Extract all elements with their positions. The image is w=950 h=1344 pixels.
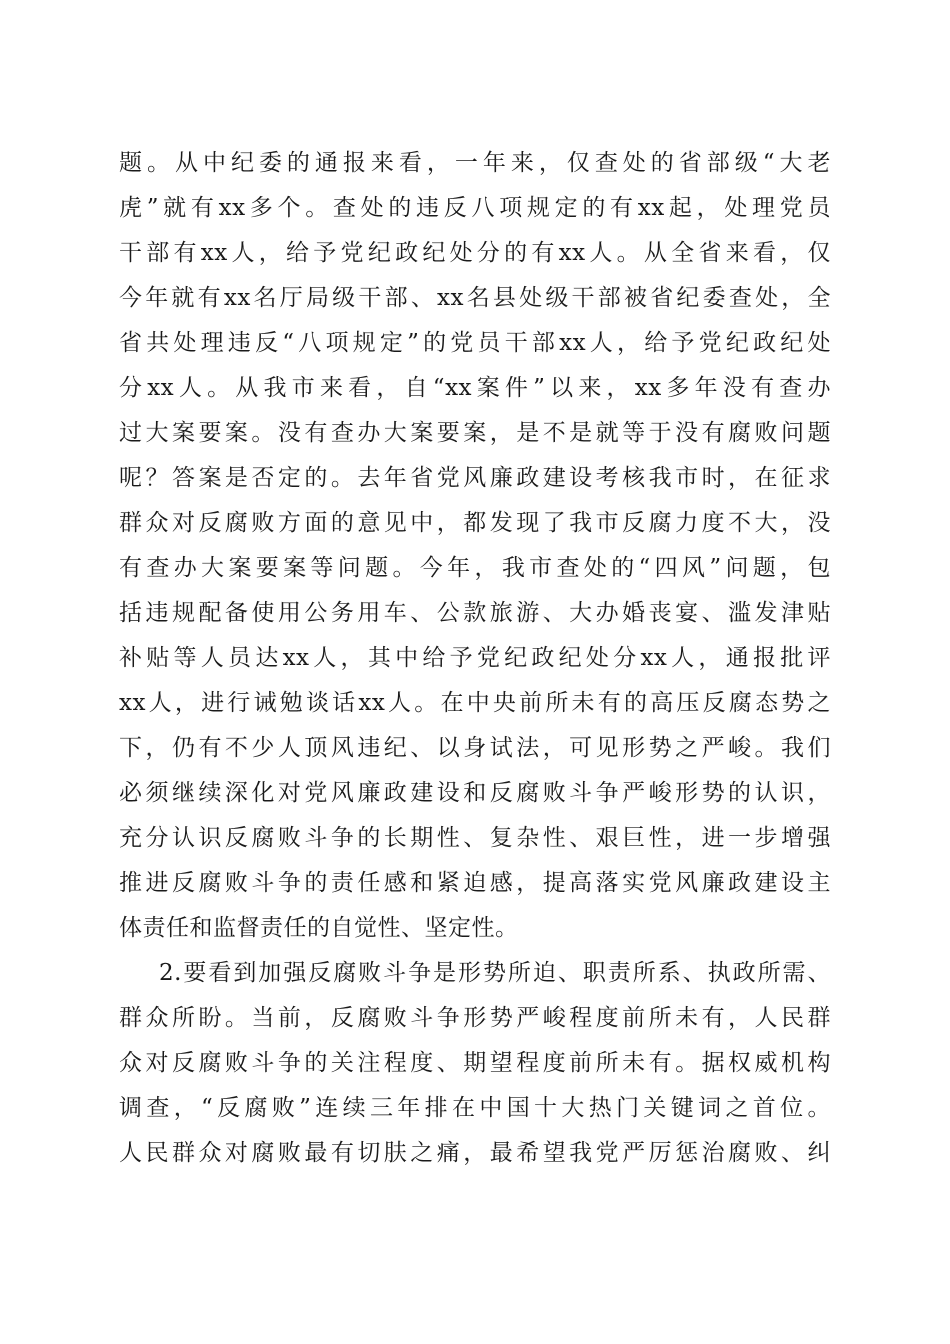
paragraph-2-line-5: 人民群众对腐败最有切肤之痛，最希望我党严厉惩治腐败、纠 xyxy=(119,1140,831,1166)
paragraph-2-line-1: 2.要看到加强反腐败斗争是形势所迫、职责所系、执政所需、 xyxy=(159,960,831,986)
paragraph-1-line-7: 过大案要案。没有查办大案要案，是不是就等于没有腐败问题 xyxy=(119,420,831,446)
paragraph-1-line-8: 呢？答案是否定的。去年省党风廉政建设考核我市时，在征求 xyxy=(119,465,831,491)
paragraph-1-line-4: 今年就有xx名厅局级干部、xx名县处级干部被省纪委查处，全 xyxy=(119,285,831,311)
paragraph-2-line-4: 调查，“反腐败”连续三年排在中国十大热门关键词之首位。 xyxy=(119,1095,831,1121)
paragraph-2-line-2: 群众所盼。当前，反腐败斗争形势严峻程度前所未有，人民群 xyxy=(119,1005,831,1031)
paragraph-1-line-13: xx人，进行诫勉谈话xx人。在中央前所未有的高压反腐态势之 xyxy=(119,690,831,716)
paragraph-1-line-18: 体责任和监督责任的自觉性、坚定性。 xyxy=(119,915,519,941)
paragraph-1-line-6: 分xx人。从我市来看，自“xx案件”以来，xx多年没有查办 xyxy=(119,375,831,401)
paragraph-1-line-11: 括违规配备使用公务用车、公款旅游、大办婚丧宴、滥发津贴 xyxy=(119,600,831,626)
paragraph-1-line-15: 必须继续深化对党风廉政建设和反腐败斗争严峻形势的认识， xyxy=(119,780,831,806)
paragraph-1-line-12: 补贴等人员达xx人，其中给予党纪政纪处分xx人，通报批评 xyxy=(119,645,831,671)
paragraph-1-line-9: 群众对反腐败方面的意见中，都发现了我市反腐力度不大，没 xyxy=(119,510,831,536)
paragraph-1-line-17: 推进反腐败斗争的责任感和紧迫感，提高落实党风廉政建设主 xyxy=(119,870,831,896)
paragraph-1-line-10: 有查办大案要案等问题。今年，我市查处的“四风”问题，包 xyxy=(119,555,831,581)
paragraph-1-line-2: 虎”就有xx多个。查处的违反八项规定的有xx起，处理党员 xyxy=(119,195,831,221)
paragraph-1-line-16: 充分认识反腐败斗争的长期性、复杂性、艰巨性，进一步增强 xyxy=(119,825,831,851)
paragraph-1-line-3: 干部有xx人，给予党纪政纪处分的有xx人。从全省来看，仅 xyxy=(119,240,831,266)
paragraph-2-line-3: 众对反腐败斗争的关注程度、期望程度前所未有。据权威机构 xyxy=(119,1050,831,1076)
paragraph-1-line-1: 题。从中纪委的通报来看，一年来，仅查处的省部级“大老 xyxy=(119,150,831,176)
paragraph-1-line-14: 下，仍有不少人顶风违纪、以身试法，可见形势之严峻。我们 xyxy=(119,735,831,761)
paragraph-1-line-5: 省共处理违反“八项规定”的党员干部xx人，给予党纪政纪处 xyxy=(119,330,831,356)
